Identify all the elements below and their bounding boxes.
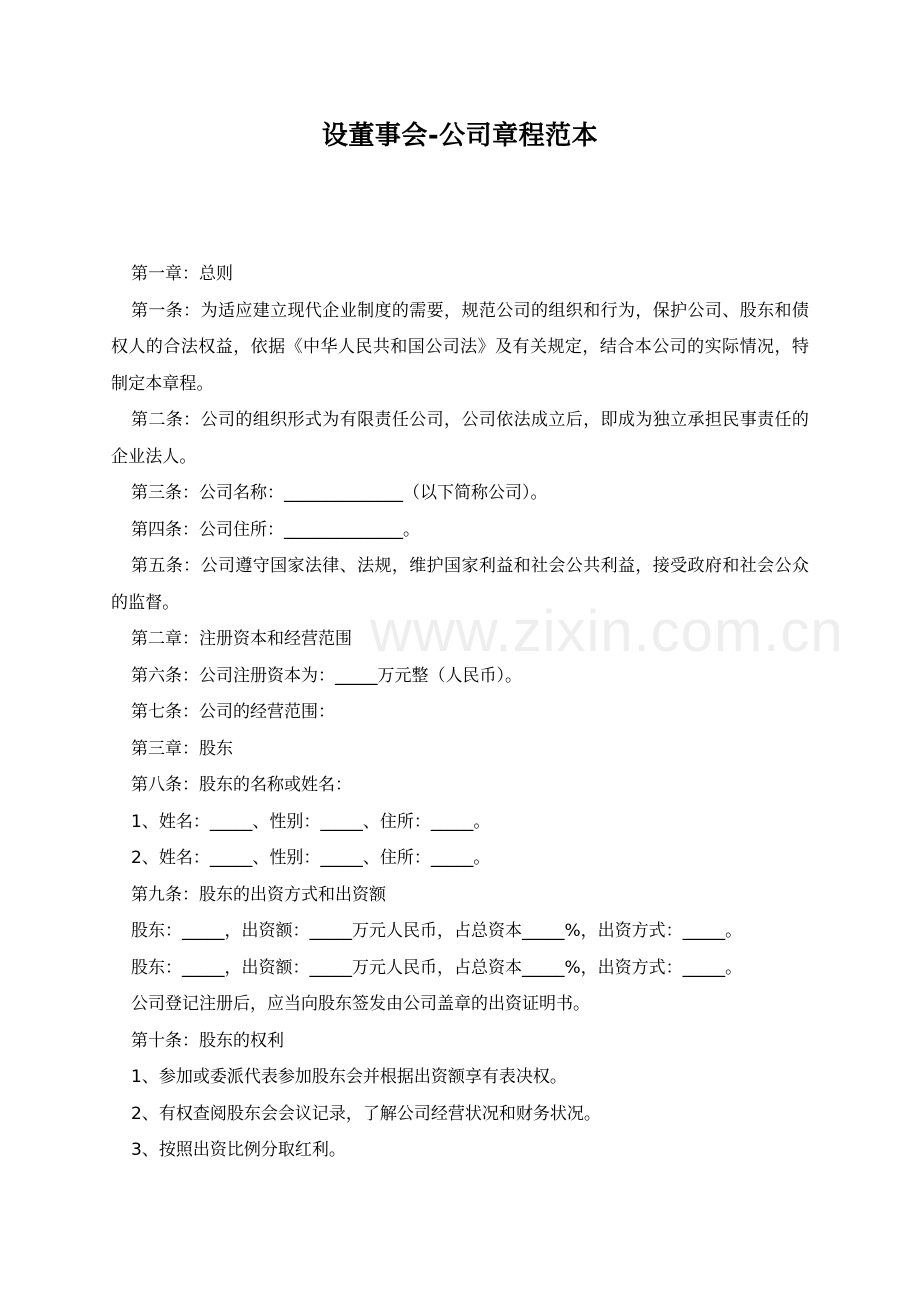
article-5: 第五条：公司遵守国家法律、法规，维护国家利益和社会公共利益，接受政府和社会公众的监督。	[111, 556, 809, 613]
shareholder-item-2: 2、姓名：_____、性别：_____、住所：_____。	[131, 848, 491, 868]
contribution-line-2: 股东：_____，出资额：_____万元人民币，占总资本_____%，出资方式：_____。	[131, 957, 743, 978]
chapter-heading-1: 第一章：总则	[131, 264, 233, 284]
shareholder-item-1: 1、姓名：_____、性别：_____、住所：_____。	[131, 811, 491, 832]
right-item-2: 2、有权查阅股东会会议记录，了解公司经营状况和财务状况。	[131, 1103, 601, 1124]
chapter-heading-3: 第三章：股东	[131, 738, 233, 759]
chapter-heading-2: 第二章：注册资本和经营范围	[131, 629, 352, 649]
article-4: 第四条：公司住所：______________。	[131, 519, 420, 540]
article-2: 第二条：公司的组织形式为有限责任公司，公司依法成立后，即成为独立承担民事责任的企业法人。	[111, 410, 809, 467]
document-body	[111, 256, 809, 1169]
contribution-line-1: 股东：_____，出资额：_____万元人民币，占总资本_____%，出资方式：_____。	[131, 921, 743, 941]
right-item-3: 3、按照出资比例分取红利。	[131, 1140, 346, 1160]
article-10: 第十条：股东的权利	[131, 1030, 284, 1051]
article-3: 第三条：公司名称：______________（以下简称公司）。	[131, 483, 548, 503]
right-item-1: 1、参加或委派代表参加股东会并根据出资额享有表决权。	[131, 1067, 567, 1087]
article-1: 第一条：为适应建立现代企业制度的需要，规范公司的组织和行为，保护公司、股东和债权人的合法权益，依据《中华人民共和国公司法》及有关规定，结合本公司的实际情况，特制定本章程。	[111, 300, 809, 394]
certificate-note: 公司登记注册后，应当向股东签发由公司盖章的出资证明书。	[131, 994, 590, 1014]
article-8: 第八条：股东的名称或姓名：	[131, 775, 352, 795]
watermark: www.zixin.com.cn	[370, 599, 844, 664]
article-9: 第九条：股东的出资方式和出资额	[131, 884, 386, 905]
article-6: 第六条：公司注册资本为：_____万元整（人民币）。	[131, 665, 522, 686]
page-title: 设董事会-公司章程范本	[321, 121, 599, 151]
article-7: 第七条：公司的经营范围：	[131, 702, 335, 722]
